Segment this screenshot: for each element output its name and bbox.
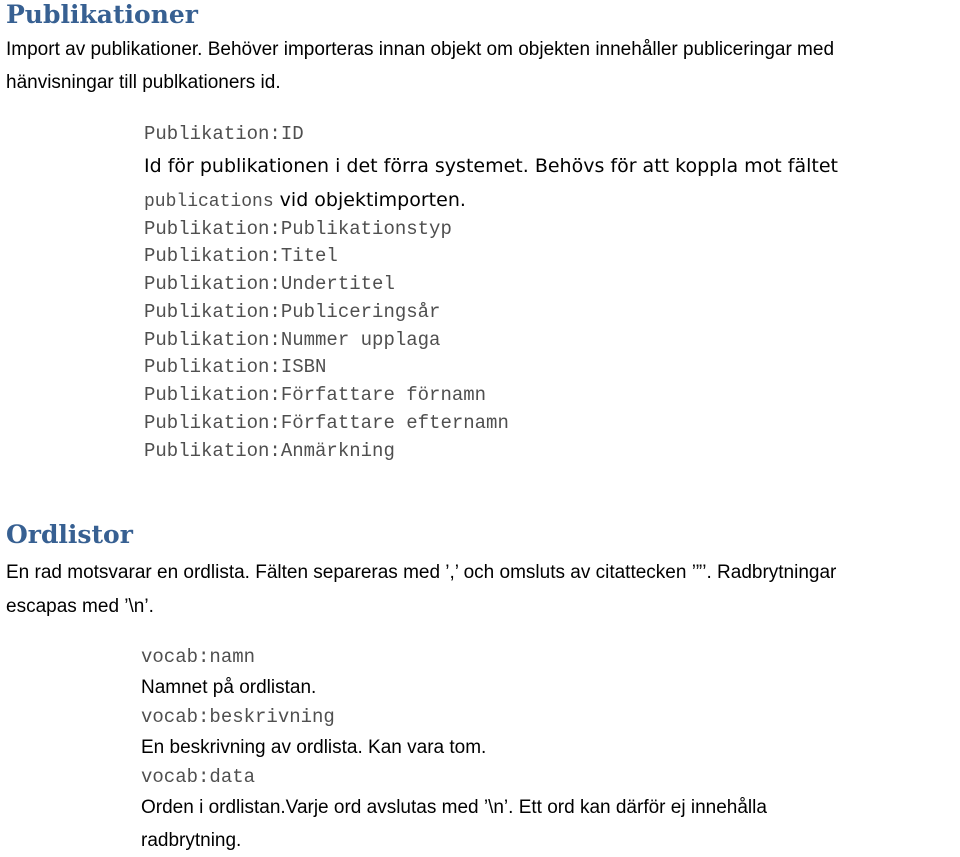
publikationer-intro-line-2: hänvisningar till publkationers id. (6, 72, 281, 93)
section-heading-ordlistor: Ordlistor (6, 520, 133, 549)
field-publikation-id-desc-cont (144, 184, 466, 219)
field-publikationstyp: Publikation:Publikationstyp (144, 218, 452, 240)
field-anmarkning: Publikation:Anmärkning (144, 440, 395, 462)
field-nummer-upplaga: Publikation:Nummer upplaga (144, 329, 441, 351)
field-vocab-namn: vocab:namn (141, 646, 256, 668)
field-vocab-namn-desc: Namnet på ordlistan. (141, 677, 317, 698)
field-publikation-id-desc-tail: vid objektimporten. (273, 189, 466, 211)
code-publications: publications (144, 192, 274, 212)
field-vocab-beskrivning-desc: En beskrivning av ordlista. Kan vara tom. (141, 737, 487, 758)
field-forfattare-efternamn: Publikation:Författare efternamn (144, 412, 509, 434)
field-isbn: Publikation:ISBN (144, 356, 327, 378)
ordlistor-intro-line-2: escapas med ’\n’. (6, 596, 154, 617)
field-publikation-id-desc: Id för publikationen i det förra systemet. Behövs för att koppla mot fältet (144, 155, 838, 177)
field-undertitel: Publikation:Undertitel (144, 273, 395, 295)
ordlistor-intro-line-1: En rad motsvarar en ordlista. Fälten separeras med ’,’ och omsluts av citattecken ’”’. Radbrytningar (6, 562, 837, 583)
field-vocab-data: vocab:data (141, 766, 256, 788)
field-titel: Publikation:Titel (144, 245, 338, 267)
field-vocab-data-desc-line-2: radbrytning. (141, 830, 242, 851)
field-forfattare-fornamn: Publikation:Författare förnamn (144, 384, 487, 406)
publikationer-intro-line-1: Import av publikationer. Behöver importeras innan objekt om objekten innehåller publiceringar med (6, 39, 835, 60)
field-publikation-id: Publikation:ID (144, 123, 304, 145)
field-publiceringsar: Publikation:Publiceringsår (144, 301, 441, 323)
field-vocab-beskrivning: vocab:beskrivning (141, 706, 335, 728)
field-vocab-data-desc-line-1: Orden i ordlistan.Varje ord avslutas med ’\n’. Ett ord kan därför ej innehålla (141, 797, 767, 818)
section-heading-publikationer: Publikationer (6, 0, 198, 29)
